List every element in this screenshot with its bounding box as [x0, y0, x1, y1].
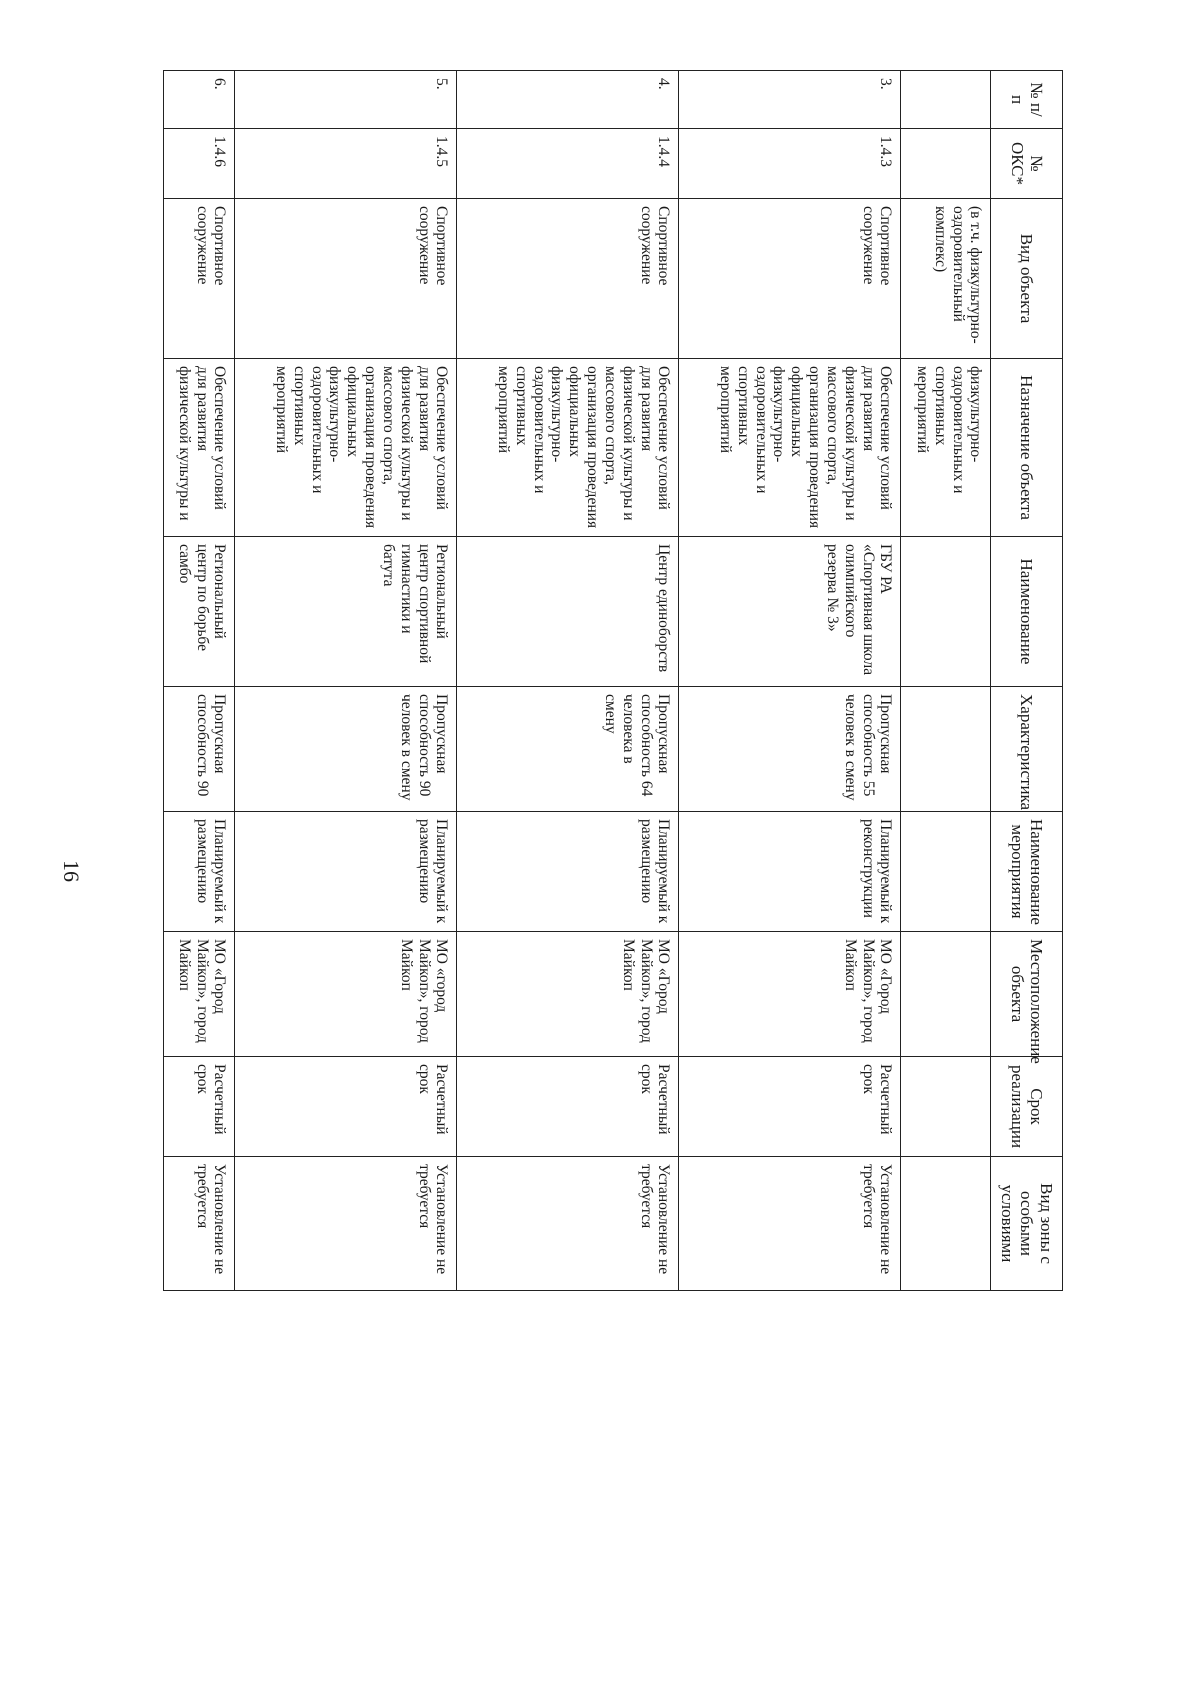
cell-name: ГБУ РА «Спортивная школа олимпийского резерва № 3»: [679, 537, 901, 687]
cell-kind: Спортивное сооружение: [679, 199, 901, 359]
cell-kind: (в т.ч. физкультурно-оздоровительный комплекс): [901, 199, 991, 359]
table-row: [164, 71, 235, 1291]
header-location: Местоположение объекта: [991, 932, 1063, 1057]
cell-name: [901, 537, 991, 687]
cell-kind: Спортивное сооружение: [164, 199, 235, 359]
cell-num: 6.: [164, 71, 235, 129]
table-container: [168, 70, 1063, 1275]
cell-num: [901, 71, 991, 129]
header-purpose: Назначение объекта: [991, 359, 1063, 537]
cell-term: Расчетный срок: [235, 1057, 457, 1157]
cell-event: Планируемый к размещению: [457, 812, 679, 932]
cell-location: МО «город Майкоп», город Майкоп: [235, 932, 457, 1057]
header-name: Наименование: [991, 537, 1063, 687]
table-row: [679, 71, 901, 1291]
objects-table: [163, 70, 1063, 1291]
cell-zone: Установление не требуется: [235, 1157, 457, 1291]
cell-zone: Установление не требуется: [164, 1157, 235, 1291]
cell-num: 5.: [235, 71, 457, 129]
header-zone: Вид зоны с особыми условиями: [991, 1157, 1063, 1291]
cell-oks: 1.4.5: [235, 129, 457, 199]
cell-characteristic: Пропускная способность 90: [164, 687, 235, 812]
cell-location: [901, 932, 991, 1057]
cell-term: Расчетный срок: [457, 1057, 679, 1157]
table-row: [235, 71, 457, 1291]
rotated-table-frame: [168, 70, 1063, 1275]
cell-event: Планируемый к размещению: [235, 812, 457, 932]
cell-kind: Спортивное сооружение: [235, 199, 457, 359]
cell-oks: [901, 129, 991, 199]
cell-event: Планируемый к реконструкции: [679, 812, 901, 932]
header-event: Наименование мероприятия: [991, 812, 1063, 932]
cell-location: МО «Город Майкоп», город Майкоп: [164, 932, 235, 1057]
cell-purpose: физкультурно-оздоровительных и спортивных мероприятий: [901, 359, 991, 537]
header-num: № п/п: [991, 71, 1063, 129]
cell-purpose: Обеспечение условий для развития физической культуры и массового спорта, организация проведения официальных физкультурно-оздоровительных и спортивных мероприятий: [679, 359, 901, 537]
header-kind: Вид объекта: [991, 199, 1063, 359]
cell-name: Центр единоборств: [457, 537, 679, 687]
header-characteristic: Характеристика: [991, 687, 1063, 812]
cell-oks: 1.4.4: [457, 129, 679, 199]
cell-characteristic: [901, 687, 991, 812]
table-row-continuation: [901, 71, 991, 1291]
cell-num: 4.: [457, 71, 679, 129]
table-header-row: [991, 71, 1063, 1291]
cell-kind: Спортивное сооружение: [457, 199, 679, 359]
cell-event: [901, 812, 991, 932]
cell-name: Региональный центр по борьбе самбо: [164, 537, 235, 687]
cell-characteristic: Пропускная способность 90 человек в смену: [235, 687, 457, 812]
cell-purpose: Обеспечение условий для развития физической культуры и массового спорта, организация проведения официальных физкультурно-оздоровительных и спортивных мероприятий: [457, 359, 679, 537]
cell-event: Планируемый к размещению: [164, 812, 235, 932]
page-number: 16: [59, 860, 84, 882]
cell-purpose: Обеспечение условий для развития физической культуры и массового спорта, организация проведения официальных физкультурно-оздоровительных и спортивных мероприятий: [235, 359, 457, 537]
table-row: [457, 71, 679, 1291]
cell-term: Расчетный срок: [679, 1057, 901, 1157]
header-term: Срок реализации: [991, 1057, 1063, 1157]
cell-characteristic: Пропускная способность 64 человека в смену: [457, 687, 679, 812]
cell-name: Региональный центр спортивной гимнастики и батута: [235, 537, 457, 687]
cell-zone: Установление не требуется: [679, 1157, 901, 1291]
cell-zone: [901, 1157, 991, 1291]
cell-location: МО «Город Майкоп», город Майкоп: [457, 932, 679, 1057]
cell-oks: 1.4.3: [679, 129, 901, 199]
cell-term: Расчетный срок: [164, 1057, 235, 1157]
cell-oks: 1.4.6: [164, 129, 235, 199]
cell-zone: Установление не требуется: [457, 1157, 679, 1291]
cell-purpose: Обеспечение условий для развития физической культуры и: [164, 359, 235, 537]
cell-term: [901, 1057, 991, 1157]
cell-characteristic: Пропускная способность 55 человек в смену: [679, 687, 901, 812]
cell-location: МО «Город Майкоп», город Майкоп: [679, 932, 901, 1057]
cell-num: 3.: [679, 71, 901, 129]
header-oks: № ОКС*: [991, 129, 1063, 199]
